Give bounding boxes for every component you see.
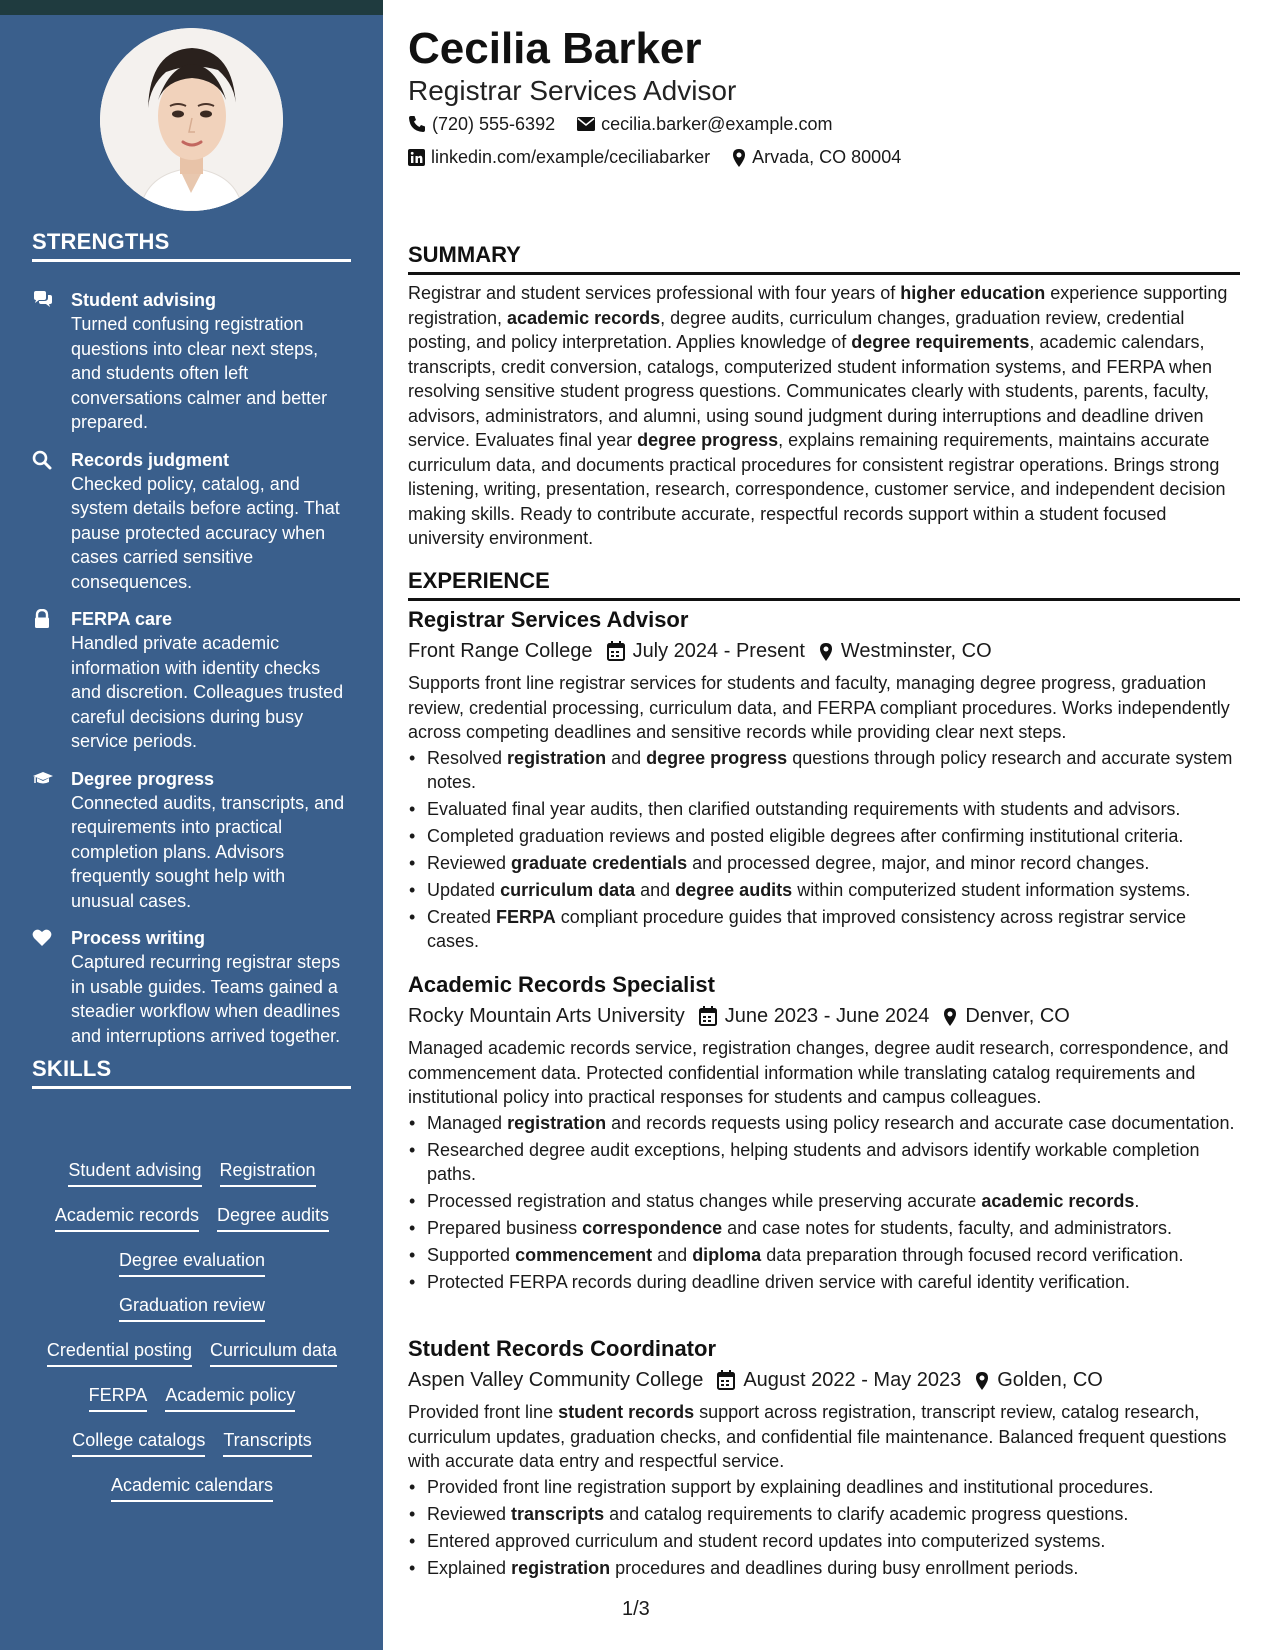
bullet-text: Updated xyxy=(427,879,501,900)
bullet-keyword: curriculum data xyxy=(500,879,636,900)
skill-tag: Transcripts xyxy=(223,1428,311,1457)
bullet-text: Created xyxy=(427,906,497,927)
graduation-cap-icon xyxy=(32,769,54,789)
bullet-text: and xyxy=(606,747,647,768)
location-pin-icon xyxy=(975,1371,989,1390)
strength-title: Degree progress xyxy=(71,768,215,789)
experience-heading: EXPERIENCE xyxy=(408,568,1240,601)
bullet-keyword: graduate credentials xyxy=(511,852,688,873)
bullet-item xyxy=(408,746,1240,794)
bullet-keyword: registration xyxy=(511,1557,611,1578)
bullet-text: and case notes for students, faculty, and administrators. xyxy=(722,1217,1173,1238)
bullet-item xyxy=(408,797,1240,821)
job-title: Registrar Services Advisor xyxy=(408,607,689,632)
job-entry xyxy=(408,1335,1240,1583)
bullet-text: Researched degree audit exceptions, helping students and advisors identify workable completion paths. xyxy=(427,1139,1200,1184)
chat-bubbles-icon xyxy=(32,290,54,310)
skills-row xyxy=(32,1203,352,1248)
company-name: Front Range College xyxy=(408,640,593,662)
strength-item xyxy=(32,926,352,1048)
candidate-role: Registrar Services Advisor xyxy=(408,75,737,106)
sidebar xyxy=(0,15,383,1650)
skills-row xyxy=(32,1248,352,1293)
bullet-keyword: registration xyxy=(507,747,607,768)
bullet-text: Entered approved curriculum and student record updates into computerized systems. xyxy=(427,1530,1106,1551)
bullet-keyword: registration xyxy=(507,1112,607,1133)
bullet-item xyxy=(408,1270,1240,1294)
bullet-text: data preparation through focused record verification. xyxy=(761,1244,1184,1265)
skill-tag: College catalogs xyxy=(72,1428,205,1457)
envelope-icon xyxy=(577,117,595,131)
candidate-name: Cecilia Barker xyxy=(408,24,702,73)
bullet-text: Provided front line registration support by explaining deadlines and institutional procedures. xyxy=(427,1476,1154,1497)
contact-row-1 xyxy=(408,113,832,135)
skills-row xyxy=(32,1293,352,1338)
heart-icon xyxy=(32,928,54,948)
bullet-item xyxy=(408,1243,1240,1267)
summary-part: , degree audits, curriculum changes, graduation review, credential posting, and policy interpretation. Applies knowledge of xyxy=(408,307,1185,352)
bullet-text: and catalog requirements to clarify academic progress questions. xyxy=(604,1503,1129,1524)
summary-text xyxy=(408,281,1240,551)
calendar-icon xyxy=(699,1006,717,1026)
bullet-item xyxy=(408,1475,1240,1499)
bullet-item xyxy=(408,1111,1240,1135)
linkedin-icon xyxy=(408,149,425,166)
bullet-keyword: commencement xyxy=(515,1244,653,1265)
strength-text: Turned confusing registration questions into clear next steps, and students often left conversations calmer and better prepared. xyxy=(71,314,328,432)
skill-tag: Graduation review xyxy=(119,1293,265,1322)
strengths-list xyxy=(32,288,352,1061)
bullet-text: Prepared business xyxy=(427,1217,583,1238)
bullet-keyword: transcripts xyxy=(511,1503,605,1524)
strength-item xyxy=(32,607,352,754)
strength-title: FERPA care xyxy=(71,609,173,629)
skill-tag: Registration xyxy=(220,1158,316,1187)
summary-keyword: degree requirements xyxy=(851,332,1030,352)
job-meta xyxy=(408,1366,1240,1394)
skills-list xyxy=(32,1158,352,1518)
summary-heading: SUMMARY xyxy=(408,242,1240,275)
location-pin-icon xyxy=(943,1007,957,1026)
sidebar-top-bar xyxy=(0,0,383,15)
lock-icon xyxy=(32,609,54,629)
location-text: Arvada, CO 80004 xyxy=(752,147,902,167)
skills-heading: SKILLS xyxy=(32,1056,351,1089)
strength-text: Checked policy, catalog, and system details before acting. That pause protected accuracy when cases carried sensitive consequences. xyxy=(71,473,340,592)
bullet-item xyxy=(408,1556,1240,1580)
bullet-item xyxy=(408,824,1240,848)
bullet-keyword: academic records xyxy=(981,1190,1135,1211)
bullet-item xyxy=(408,905,1240,953)
job-dates: July 2024 - Present xyxy=(632,640,805,662)
bullet-text: compliant procedure guides that improved consistency across registrar service cases. xyxy=(427,906,1186,951)
job-meta xyxy=(408,637,1240,665)
bullet-text: Protected FERPA records during deadline driven service with careful identity verification. xyxy=(427,1271,1131,1292)
calendar-icon xyxy=(607,641,625,661)
summary-part: , academic calendars, transcripts, credit conversion, catalogs, computerized student information systems, and FERPA when resolving sensitive student progress questions. Communicates clearly with students, parents, faculty, advisors, administrators, and alumni, using sound judgment during interruptions and deadline driven service. Evaluates final year xyxy=(408,332,1213,450)
phone-icon xyxy=(408,115,426,133)
strength-text: Connected audits, transcripts, and requirements into practical completion plans. Advisors frequently sought help with unusual cases. xyxy=(71,792,345,911)
bullet-text: Managed xyxy=(427,1112,508,1133)
job-entry xyxy=(408,971,1240,1297)
summary-part: Registrar and student services professional with four years of xyxy=(408,283,901,303)
skill-tag: Degree evaluation xyxy=(119,1248,265,1277)
job-dates: August 2022 - May 2023 xyxy=(743,1369,962,1391)
description-text: Provided front line xyxy=(408,1402,559,1422)
skills-row xyxy=(32,1158,352,1203)
job-entry xyxy=(408,606,1240,956)
bullet-text: within computerized student information systems. xyxy=(792,879,1191,900)
bullet-keyword: degree audits xyxy=(675,879,793,900)
bullet-keyword: diploma xyxy=(692,1244,762,1265)
skill-tag: FERPA xyxy=(89,1383,148,1412)
bullet-text: Explained xyxy=(427,1557,512,1578)
job-title: Student Records Coordinator xyxy=(408,1336,717,1361)
strength-title: Process writing xyxy=(71,928,206,948)
job-bullets xyxy=(408,746,1240,953)
strength-title: Student advising xyxy=(71,290,217,310)
contact-row-2 xyxy=(408,146,901,168)
skill-tag: Academic records xyxy=(55,1203,199,1232)
bullet-text: and records requests using policy research and accurate case documentation. xyxy=(606,1112,1235,1133)
bullet-item xyxy=(408,851,1240,875)
strength-item xyxy=(32,448,352,595)
skill-tag: Academic calendars xyxy=(111,1473,273,1502)
job-location: Denver, CO xyxy=(965,1005,1070,1027)
strength-title: Records judgment xyxy=(71,449,230,470)
location-pin-icon xyxy=(732,148,746,167)
skills-row xyxy=(32,1428,352,1473)
bullet-text: and processed degree, major, and minor record changes. xyxy=(687,852,1150,873)
skill-tag: Credential posting xyxy=(47,1338,192,1367)
bullet-text: and xyxy=(635,879,676,900)
company-name: Aspen Valley Community College xyxy=(408,1369,704,1391)
bullet-text: and xyxy=(652,1244,693,1265)
summary-part: experience supporting registration, xyxy=(408,283,1228,328)
bullet-keyword: degree progress xyxy=(646,747,788,768)
bullet-text: procedures and deadlines during busy enrollment periods. xyxy=(610,1557,1079,1578)
job-description: Managed academic records service, registration changes, degree audit research, correspondence, and commencement data. Protected confidential information while translating catalog requirements and institutional policy into practical responses for students and campus colleagues. xyxy=(408,1038,1229,1107)
job-description xyxy=(408,1400,1240,1474)
description-keyword: student records xyxy=(558,1402,695,1422)
company-name: Rocky Mountain Arts University xyxy=(408,1005,685,1027)
skill-tag: Curriculum data xyxy=(210,1338,337,1367)
strength-item xyxy=(32,288,352,435)
bullet-item xyxy=(408,1529,1240,1553)
job-bullets xyxy=(408,1475,1240,1580)
location-pin-icon xyxy=(819,642,833,661)
skills-row xyxy=(32,1473,352,1518)
job-bullets xyxy=(408,1111,1240,1294)
summary-keyword: academic records xyxy=(507,307,661,328)
bullet-text: Evaluated final year audits, then clarified outstanding requirements with students and advisors. xyxy=(427,798,1181,819)
job-meta xyxy=(408,1002,1240,1030)
email-link[interactable]: cecilia.barker@example.com xyxy=(601,114,833,134)
bullet-item xyxy=(408,1216,1240,1240)
job-location: Westminster, CO xyxy=(840,640,992,662)
bullet-text: Supported xyxy=(427,1244,516,1265)
strength-text: Captured recurring registrar steps in usable guides. Teams gained a steadier workflow when deadlines and interruptions arrived together. xyxy=(71,952,341,1046)
bullet-item xyxy=(408,1189,1240,1213)
bullet-text: Reviewed xyxy=(427,852,512,873)
bullet-item xyxy=(408,1138,1240,1186)
bullet-text: . xyxy=(1134,1190,1140,1211)
phone-number[interactable]: (720) 555-6392 xyxy=(432,114,556,134)
skills-row xyxy=(32,1383,352,1428)
linkedin-link[interactable]: linkedin.com/example/ceciliabarker xyxy=(431,147,711,167)
bullet-text: Completed graduation reviews and posted eligible degrees after confirming institutional criteria. xyxy=(427,825,1184,846)
bullet-text: Processed registration and status changes while preserving accurate xyxy=(427,1190,982,1211)
job-title: Academic Records Specialist xyxy=(408,972,715,997)
magnifier-icon xyxy=(32,450,54,470)
bullet-item xyxy=(408,1502,1240,1526)
summary-keyword: degree progress xyxy=(637,430,779,450)
summary-keyword: higher education xyxy=(900,283,1046,303)
skill-tag: Academic policy xyxy=(165,1383,295,1412)
strength-item xyxy=(32,767,352,914)
job-location: Golden, CO xyxy=(997,1369,1103,1391)
bullet-text: Reviewed xyxy=(427,1503,512,1524)
strength-text: Handled private academic information with identity checks and discretion. Colleagues trusted careful decisions during busy service periods. xyxy=(71,633,344,751)
job-description: Supports front line registrar services for students and faculty, managing degree progress, graduation review, credential processing, curriculum data, and FERPA compliant procedures. Works independently across competing deadlines and sensitive records while providing clear next steps. xyxy=(408,673,1230,742)
skills-row xyxy=(32,1338,352,1383)
bullet-item xyxy=(408,878,1240,902)
bullet-keyword: correspondence xyxy=(582,1217,723,1238)
strengths-heading: STRENGTHS xyxy=(32,229,351,262)
profile-photo xyxy=(100,28,283,211)
summary-part: , explains remaining requirements, maintains accurate curriculum data, and documents practical procedures for consistent registrar operations. Brings strong listening, writing, presentation, research, correspondence, customer service, and independent decision making skills. Ready to contribute accurate, respectful records support within a student focused university environment. xyxy=(408,430,1226,548)
page-indicator: 1/3 xyxy=(622,1598,650,1620)
description-text: support across registration, transcript review, catalog research, curriculum updates, graduation checks, and confidential file maintenance. Balanced frequent questions with accurate data entry and respectful service. xyxy=(408,1402,1227,1471)
bullet-text: Resolved xyxy=(427,747,508,768)
skill-tag: Degree audits xyxy=(217,1203,329,1232)
bullet-text: questions through policy research and accurate system notes. xyxy=(427,747,1233,792)
job-dates: June 2023 - June 2024 xyxy=(724,1005,930,1027)
bullet-keyword: FERPA xyxy=(496,906,556,927)
calendar-icon xyxy=(717,1370,735,1390)
skill-tag: Student advising xyxy=(68,1158,201,1187)
